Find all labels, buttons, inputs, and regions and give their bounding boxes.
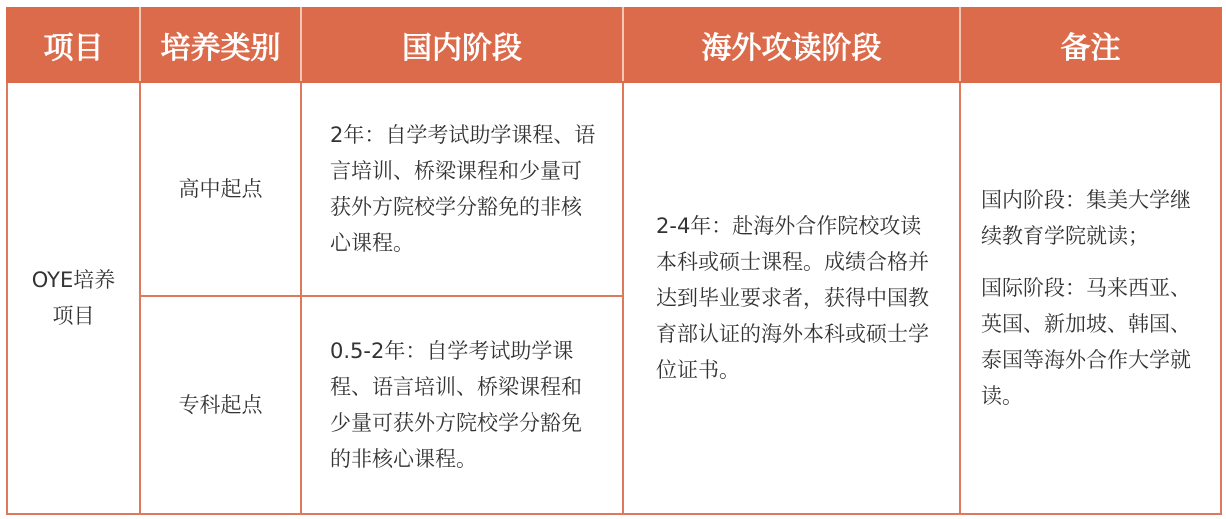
header-category: 培养类别 [140,8,301,82]
header-project: 项目 [7,8,140,82]
remarks-content [961,182,1220,414]
category-cell [140,296,301,514]
remark-domestic: 国内阶段：集美大学继续教育学院就读； [981,188,1191,248]
domestic-cell [301,296,623,514]
overseas-cell [623,82,960,514]
category-cell [140,82,301,296]
remark-international: 国际阶段：马来西亚、英国、新加坡、韩国、泰国等海外合作大学就读。 [981,276,1191,408]
program-cell [7,82,140,514]
program-name: OYE培养项目 [31,268,116,328]
domestic-cell [301,82,623,296]
program-table [6,7,1222,515]
header-domestic-stage: 国内阶段 [301,8,623,82]
remarks-cell [960,82,1221,514]
domestic-text-high-school: 2年：自学考试助学课程、语言培训、桥梁课程和少量可获外方院校学分豁免的非核心课程。 [330,123,596,255]
header-row [7,8,1221,82]
header-remarks: 备注 [960,8,1221,82]
category-college: 专科起点 [178,393,263,417]
table-row [7,82,1221,296]
category-high-school: 高中起点 [178,177,263,201]
domestic-text-college: 0.5-2年：自学考试助学课程、语言培训、桥梁课程和少量可获外方院校学分豁免的非核心课程。 [330,339,582,471]
header-overseas-stage: 海外攻读阶段 [623,8,960,82]
overseas-text: 2-4年：赴海外合作院校攻读本科或硕士课程。成绩合格并达到毕业要求者，获得中国教育部认证的海外本科或硕士学位证书。 [656,214,929,382]
